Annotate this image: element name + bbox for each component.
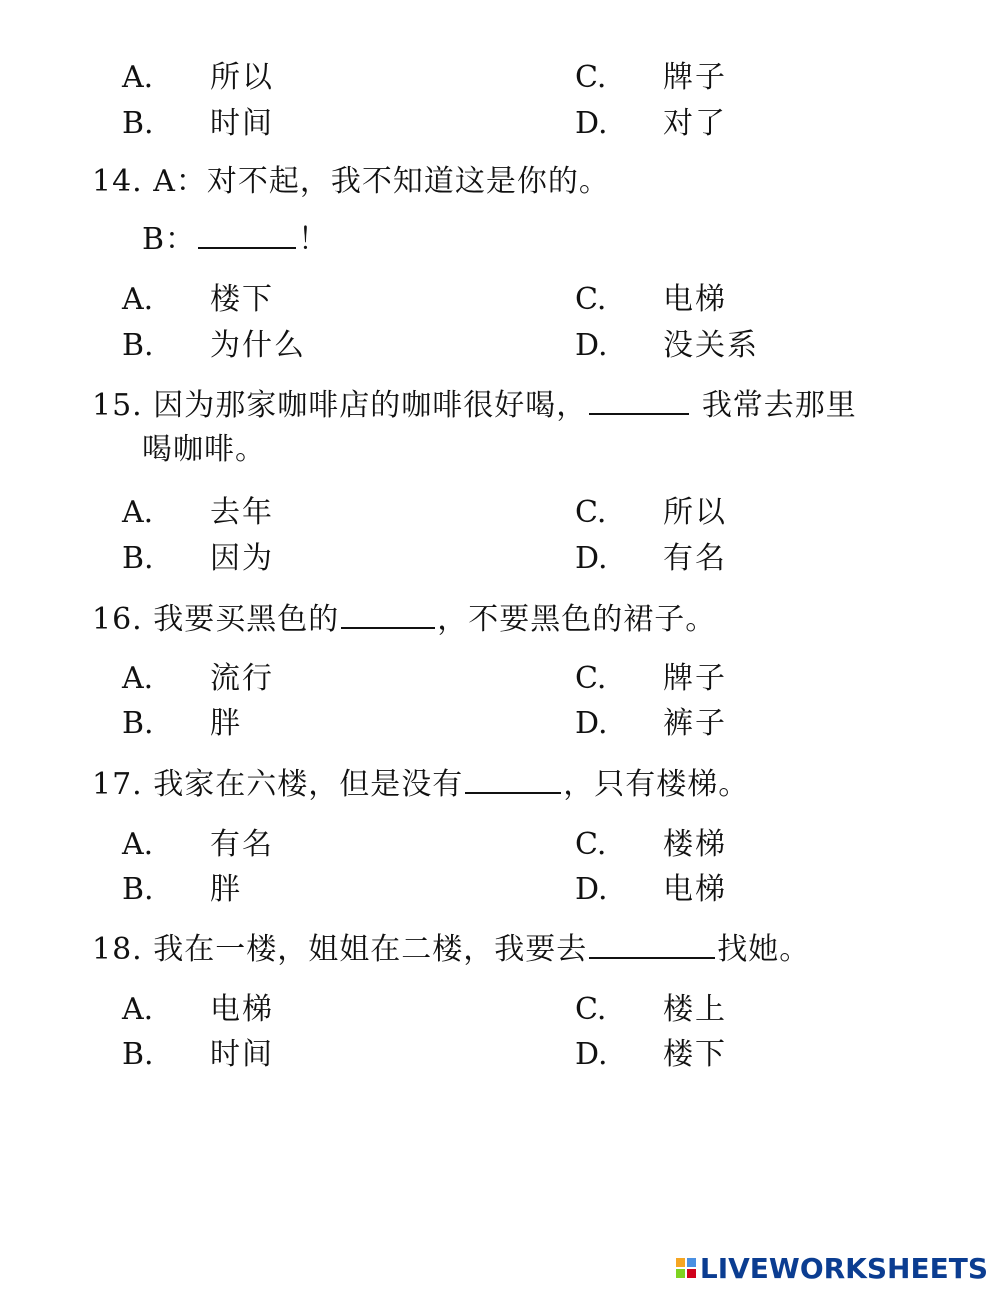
option-c-letter: C. <box>575 992 607 1027</box>
option-a-letter: A. <box>122 282 154 317</box>
option-c-text[interactable]: 牌子 <box>663 60 727 95</box>
option-row <box>0 990 1000 1030</box>
option-d-text[interactable]: 对了 <box>663 106 727 141</box>
question-15-line-2 <box>142 428 266 472</box>
option-b-letter: B. <box>122 872 154 907</box>
option-b-text[interactable]: 时间 <box>210 1037 274 1072</box>
question-number: 14. <box>92 164 143 199</box>
question-text: A：对不起，我不知道这是你的。 <box>153 164 610 199</box>
question-number: 15. <box>92 388 143 423</box>
option-row <box>0 1035 1000 1075</box>
option-b-letter: B. <box>122 541 154 576</box>
answer-blank[interactable] <box>465 764 561 794</box>
question-number: 17. <box>92 767 143 802</box>
option-row <box>0 493 1000 533</box>
option-c-text[interactable]: 牌子 <box>663 661 727 696</box>
option-d-letter: D. <box>575 106 608 141</box>
option-b-text[interactable]: 胖 <box>210 706 242 741</box>
question-number: 18. <box>92 932 143 967</box>
question-text: ，只有楼梯。 <box>563 767 750 802</box>
option-c-text[interactable]: 楼梯 <box>663 827 727 862</box>
option-c-letter: C. <box>575 661 607 696</box>
question-18 <box>92 928 810 972</box>
question-text: 找她。 <box>717 932 811 967</box>
logo-mark-icon <box>676 1258 696 1278</box>
question-text: ，不要黑色的裙子。 <box>437 602 717 637</box>
option-d-text[interactable]: 裤子 <box>663 706 727 741</box>
option-row <box>0 58 1000 98</box>
question-text: 喝咖啡。 <box>142 432 266 467</box>
option-d-letter: D. <box>575 706 608 741</box>
option-d-text[interactable]: 有名 <box>663 541 727 576</box>
option-d-text[interactable]: 电梯 <box>663 872 727 907</box>
option-a-letter: A. <box>122 992 154 1027</box>
logo-text: LIVEWORKSHEETS <box>699 1251 988 1285</box>
answer-blank[interactable] <box>198 219 296 249</box>
option-row <box>0 539 1000 579</box>
option-c-text[interactable]: 楼上 <box>663 992 727 1027</box>
question-16 <box>92 598 716 642</box>
option-c-letter: C. <box>575 827 607 862</box>
option-row <box>0 326 1000 366</box>
option-a-letter: A. <box>122 827 154 862</box>
question-text: 我家在六楼，但是没有 <box>153 767 464 802</box>
option-row <box>0 659 1000 699</box>
option-a-text[interactable]: 去年 <box>210 495 274 530</box>
option-d-text[interactable]: 楼下 <box>663 1037 727 1072</box>
option-b-letter: B. <box>122 706 154 741</box>
answer-blank[interactable] <box>589 385 689 415</box>
option-d-letter: D. <box>575 872 608 907</box>
option-b-letter: B. <box>122 1037 154 1072</box>
question-text: 我常去那里 <box>701 388 857 423</box>
option-a-text[interactable]: 流行 <box>210 661 274 696</box>
option-c-text[interactable]: 所以 <box>663 495 727 530</box>
option-d-text[interactable]: 没关系 <box>663 328 759 363</box>
option-row <box>0 280 1000 320</box>
option-d-letter: D. <box>575 328 608 363</box>
question-15 <box>92 384 857 428</box>
option-a-text[interactable]: 电梯 <box>210 992 274 1027</box>
option-b-text[interactable]: 时间 <box>210 106 274 141</box>
option-a-text[interactable]: 所以 <box>210 60 274 95</box>
option-b-text[interactable]: 为什么 <box>210 328 306 363</box>
option-b-letter: B. <box>122 106 154 141</box>
option-c-text[interactable]: 电梯 <box>663 282 727 317</box>
question-number: 16. <box>92 602 143 637</box>
question-text: ！ <box>298 222 330 257</box>
question-text: 因为那家咖啡店的咖啡很好喝， <box>153 388 588 423</box>
option-c-letter: C. <box>575 282 607 317</box>
liveworksheets-logo[interactable] <box>676 1248 988 1288</box>
question-text: B： <box>142 222 197 257</box>
answer-blank[interactable] <box>341 599 435 629</box>
question-14-line-2 <box>142 218 329 262</box>
question-17 <box>92 763 749 807</box>
option-b-text[interactable]: 因为 <box>210 541 274 576</box>
option-row <box>0 870 1000 910</box>
option-d-letter: D. <box>575 541 608 576</box>
option-b-text[interactable]: 胖 <box>210 872 242 907</box>
option-row <box>0 104 1000 144</box>
option-b-letter: B. <box>122 328 154 363</box>
answer-blank[interactable] <box>589 929 715 959</box>
option-row <box>0 704 1000 744</box>
option-a-letter: A. <box>122 661 154 696</box>
option-c-letter: C. <box>575 495 607 530</box>
option-a-text[interactable]: 有名 <box>210 827 274 862</box>
option-c-letter: C. <box>575 60 607 95</box>
option-a-letter: A. <box>122 60 154 95</box>
option-d-letter: D. <box>575 1037 608 1072</box>
question-text: 我要买黑色的 <box>153 602 340 637</box>
option-row <box>0 825 1000 865</box>
option-a-letter: A. <box>122 495 154 530</box>
option-a-text[interactable]: 楼下 <box>210 282 274 317</box>
question-text: 我在一楼，姐姐在二楼，我要去 <box>153 932 588 967</box>
question-14 <box>92 160 610 204</box>
